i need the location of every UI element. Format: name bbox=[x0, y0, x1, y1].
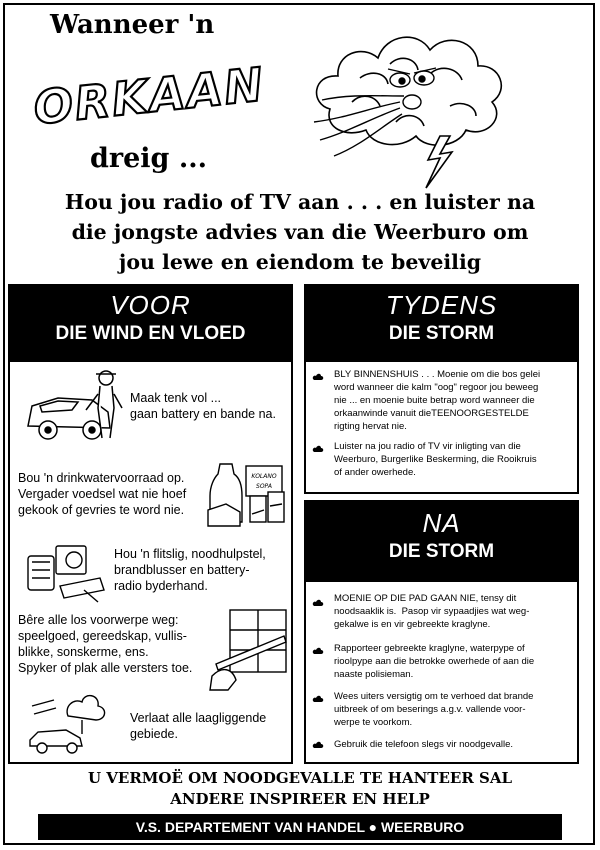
box-label-1: KOLANO bbox=[251, 473, 277, 480]
orkaan-title bbox=[31, 54, 268, 135]
subtitle-line-1: Hou jou radio of TV aan . . . en luister na bbox=[64, 190, 536, 214]
na-subheading: DIE STORM bbox=[388, 541, 495, 562]
subtitle-line-2: die jongste advies van die Weerburo om bbox=[71, 220, 529, 244]
cloud-bullet-icon bbox=[312, 740, 324, 750]
flashlight-kit-icon bbox=[24, 538, 112, 608]
voor-item-5-text: Verlaat alle laagliggende gebiede. bbox=[130, 711, 267, 741]
voor-item-2-text: Bou 'n drinkwatervoorraad op. Vergader voedsel wat nie hoef gekook of gevries te word nie. bbox=[18, 471, 187, 517]
cloud-bullet-icon bbox=[312, 444, 324, 454]
storm-cloud-icon bbox=[300, 14, 520, 194]
na-panel bbox=[304, 500, 579, 764]
tydens-panel bbox=[304, 284, 579, 494]
boarded-window-icon bbox=[206, 606, 290, 692]
box-label-2: SOPA bbox=[256, 483, 272, 490]
voor-subheading: DIE WIND EN VLOED bbox=[55, 323, 246, 344]
tydens-item-1-text: BLY BINNENSHUIS . . . Moenie om die bos gelei word wanneer die kalm "oog" regoor jou beweeg nie ... en moenie buite betrap word wanneer die orkaanwinde vanuit dieTEENOORGESTELDE rigting hervat nie. bbox=[334, 369, 541, 432]
title-line-1: Wanneer 'n bbox=[50, 10, 215, 40]
title-line-3: dreig ... bbox=[90, 143, 208, 174]
voor-heading: VOOR bbox=[110, 290, 191, 320]
footer-agency-bar: V.S. DEPARTEMENT VAN HANDEL ● WEERBURO bbox=[38, 814, 562, 840]
voor-item-3-text: Hou 'n flitslig, noodhulpstel, brandblusser en battery- radio byderhand. bbox=[114, 547, 266, 593]
tydens-panel-header bbox=[306, 286, 577, 362]
na-item-1-text: MOENIE OP DIE PAD GAAN NIE, tensy dit noodsaaklik is. Pasop vir sypaadjies wat weg- gekalwe is en vir gebreekte kraglyne. bbox=[334, 593, 530, 630]
voor-item-4-text: Bêre alle los voorwerpe weg: speelgoed, gereedskap, vullis- blikke, sonskerme, ens. Spyker of plak alle versters toe. bbox=[18, 613, 193, 675]
svg-text:ORKAAN: ORKAAN bbox=[31, 57, 268, 135]
car-refuel-icon bbox=[22, 368, 132, 448]
cloud-bullet-icon bbox=[312, 694, 324, 704]
cloud-bullet-icon bbox=[312, 598, 324, 608]
na-panel-header bbox=[306, 502, 577, 582]
voor-panel bbox=[8, 284, 293, 764]
subtitle-line-3: jou lewe en eiendom te beveilig bbox=[118, 250, 482, 274]
cloud-bullet-icon bbox=[312, 372, 324, 382]
evacuate-car-icon bbox=[24, 686, 120, 756]
na-item-2-text: Rapporteer gebreekte kraglyne, waterpype of rioolpype aan die betrokke owerhede of aan die naaste polisieman. bbox=[334, 643, 535, 680]
tydens-item-2-text: Luister na jou radio of TV vir inligting van die Weerburo, Burgerlike Beskerming, die Rooikruis of ander owerhede. bbox=[334, 441, 537, 478]
cloud-bullet-icon bbox=[312, 646, 324, 656]
food-supplies-icon bbox=[206, 456, 290, 530]
tydens-heading: TYDENS bbox=[385, 290, 498, 320]
na-item-4-text: Gebruik die telefoon slegs vir noodgevalle. bbox=[334, 739, 514, 750]
footer-line-1: U VERMOË OM NOODGEVALLE TE HANTEER SAL bbox=[87, 769, 513, 787]
footer-line-2: ANDERE INSPIREER EN HELP bbox=[170, 790, 430, 808]
na-heading: NA bbox=[422, 508, 461, 538]
tydens-subheading: DIE STORM bbox=[388, 323, 495, 344]
voor-panel-header bbox=[10, 286, 291, 362]
na-item-3-text: Wees uiters versigtig om te verhoed dat brande uitbreek of om beserings a.g.v. vallende voor- werpe te voorkom. bbox=[334, 691, 534, 728]
voor-item-1-text: Maak tenk vol ... gaan battery en bande na. bbox=[130, 391, 276, 421]
